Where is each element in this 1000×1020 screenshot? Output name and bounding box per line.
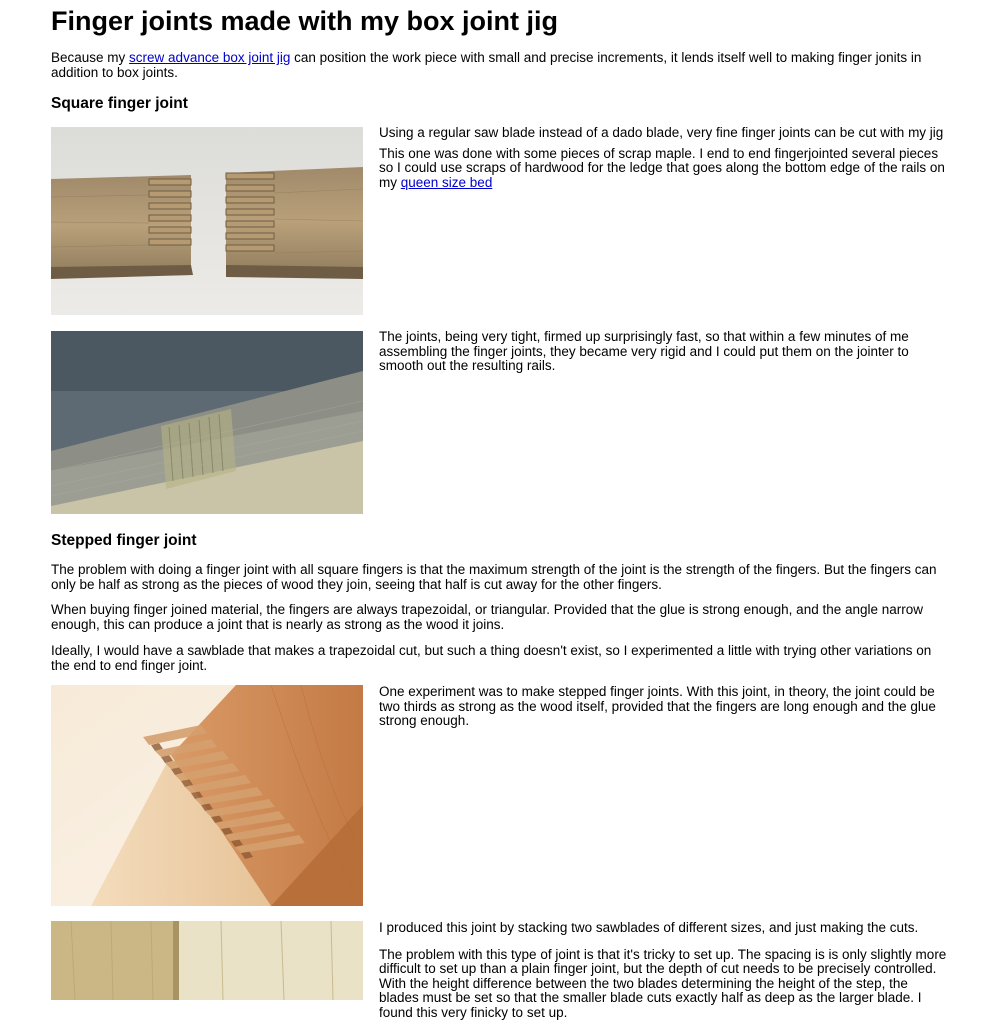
stepped-joint-text-2	[379, 921, 949, 1020]
intro-text-before: Because my	[51, 50, 129, 65]
stepped-paragraph-2: When buying finger joined material, the fingers are always trapezoidal, or triangular. Provided that the glue is strong enough, and the angle narrow enough, this can produce a joint that is nearly as strong as the wood it joins.	[51, 603, 949, 632]
square-joint-paragraph-1: Using a regular saw blade instead of a dado blade, very fine finger joints can be cut with my jig	[379, 126, 949, 141]
square-joint-text-2	[379, 330, 949, 374]
queen-size-bed-link[interactable]: queen size bed	[401, 175, 493, 190]
box-joint-jig-link[interactable]: screw advance box joint jig	[129, 50, 290, 65]
page-title: Finger joints made with my box joint jig	[51, 6, 951, 36]
photo-square-joint-apart	[51, 127, 363, 315]
photo-stepped-joint	[51, 685, 363, 906]
stepped-paragraph-3: Ideally, I would have a sawblade that makes a trapezoidal cut, but such a thing doesn't exist, so I experimented a little with trying other variations on the end to end finger joint.	[51, 644, 949, 673]
intro-paragraph	[51, 51, 951, 80]
stepped-paragraph-6: The problem with this type of joint is that it's tricky to set up. The spacing is is only slightly more difficult to set up than a plain finger joint, but the depth of cut needs to be precisely controlled. With the height difference between the two blades determining the height of the step, the blades must be set so that the smaller blade cuts exactly half as deep as the larger blade. I found this very finicky to set up.	[379, 948, 949, 1020]
stepped-paragraph-4: One experiment was to make stepped finger joints. With this joint, in theory, the joint could be two thirds as strong as the wood itself, provided that the fingers are long enough and the glue strong enough.	[379, 685, 949, 729]
stepped-joint-text-1	[379, 685, 949, 729]
photo-stacked-blade-joint	[51, 921, 363, 1000]
square-joint-paragraph-3: The joints, being very tight, firmed up surprisingly fast, so that within a few minutes of me assembling the finger joints, they became very rigid and I could put them on the jointer to smooth out the resulting rails.	[379, 330, 949, 374]
square-joint-paragraph-2-text: This one was done with some pieces of scrap maple. I end to end fingerjointed several pieces so I could use scraps of hardwood for the ledge that goes along the bottom edge of the rails on my	[379, 146, 945, 190]
stepped-paragraph-5: I produced this joint by stacking two sawblades of different sizes, and just making the cuts.	[379, 921, 949, 936]
intro-text-after: can position the work piece with small and precise increments, it lends itself well to making finger jonits in addition to box joints.	[51, 50, 921, 80]
stepped-finger-joint-heading: Stepped finger joint	[51, 532, 197, 550]
square-joint-paragraph-2	[379, 147, 949, 191]
photo-square-joint-assembled	[51, 331, 363, 514]
square-joint-text-1	[379, 126, 949, 190]
square-finger-joint-heading: Square finger joint	[51, 95, 188, 113]
stepped-paragraph-1: The problem with doing a finger joint with all square fingers is that the maximum strength of the joint is the strength of the fingers. But the fingers can only be half as strong as the pieces of wood they join, seeing that half is cut away for the other fingers.	[51, 563, 949, 592]
